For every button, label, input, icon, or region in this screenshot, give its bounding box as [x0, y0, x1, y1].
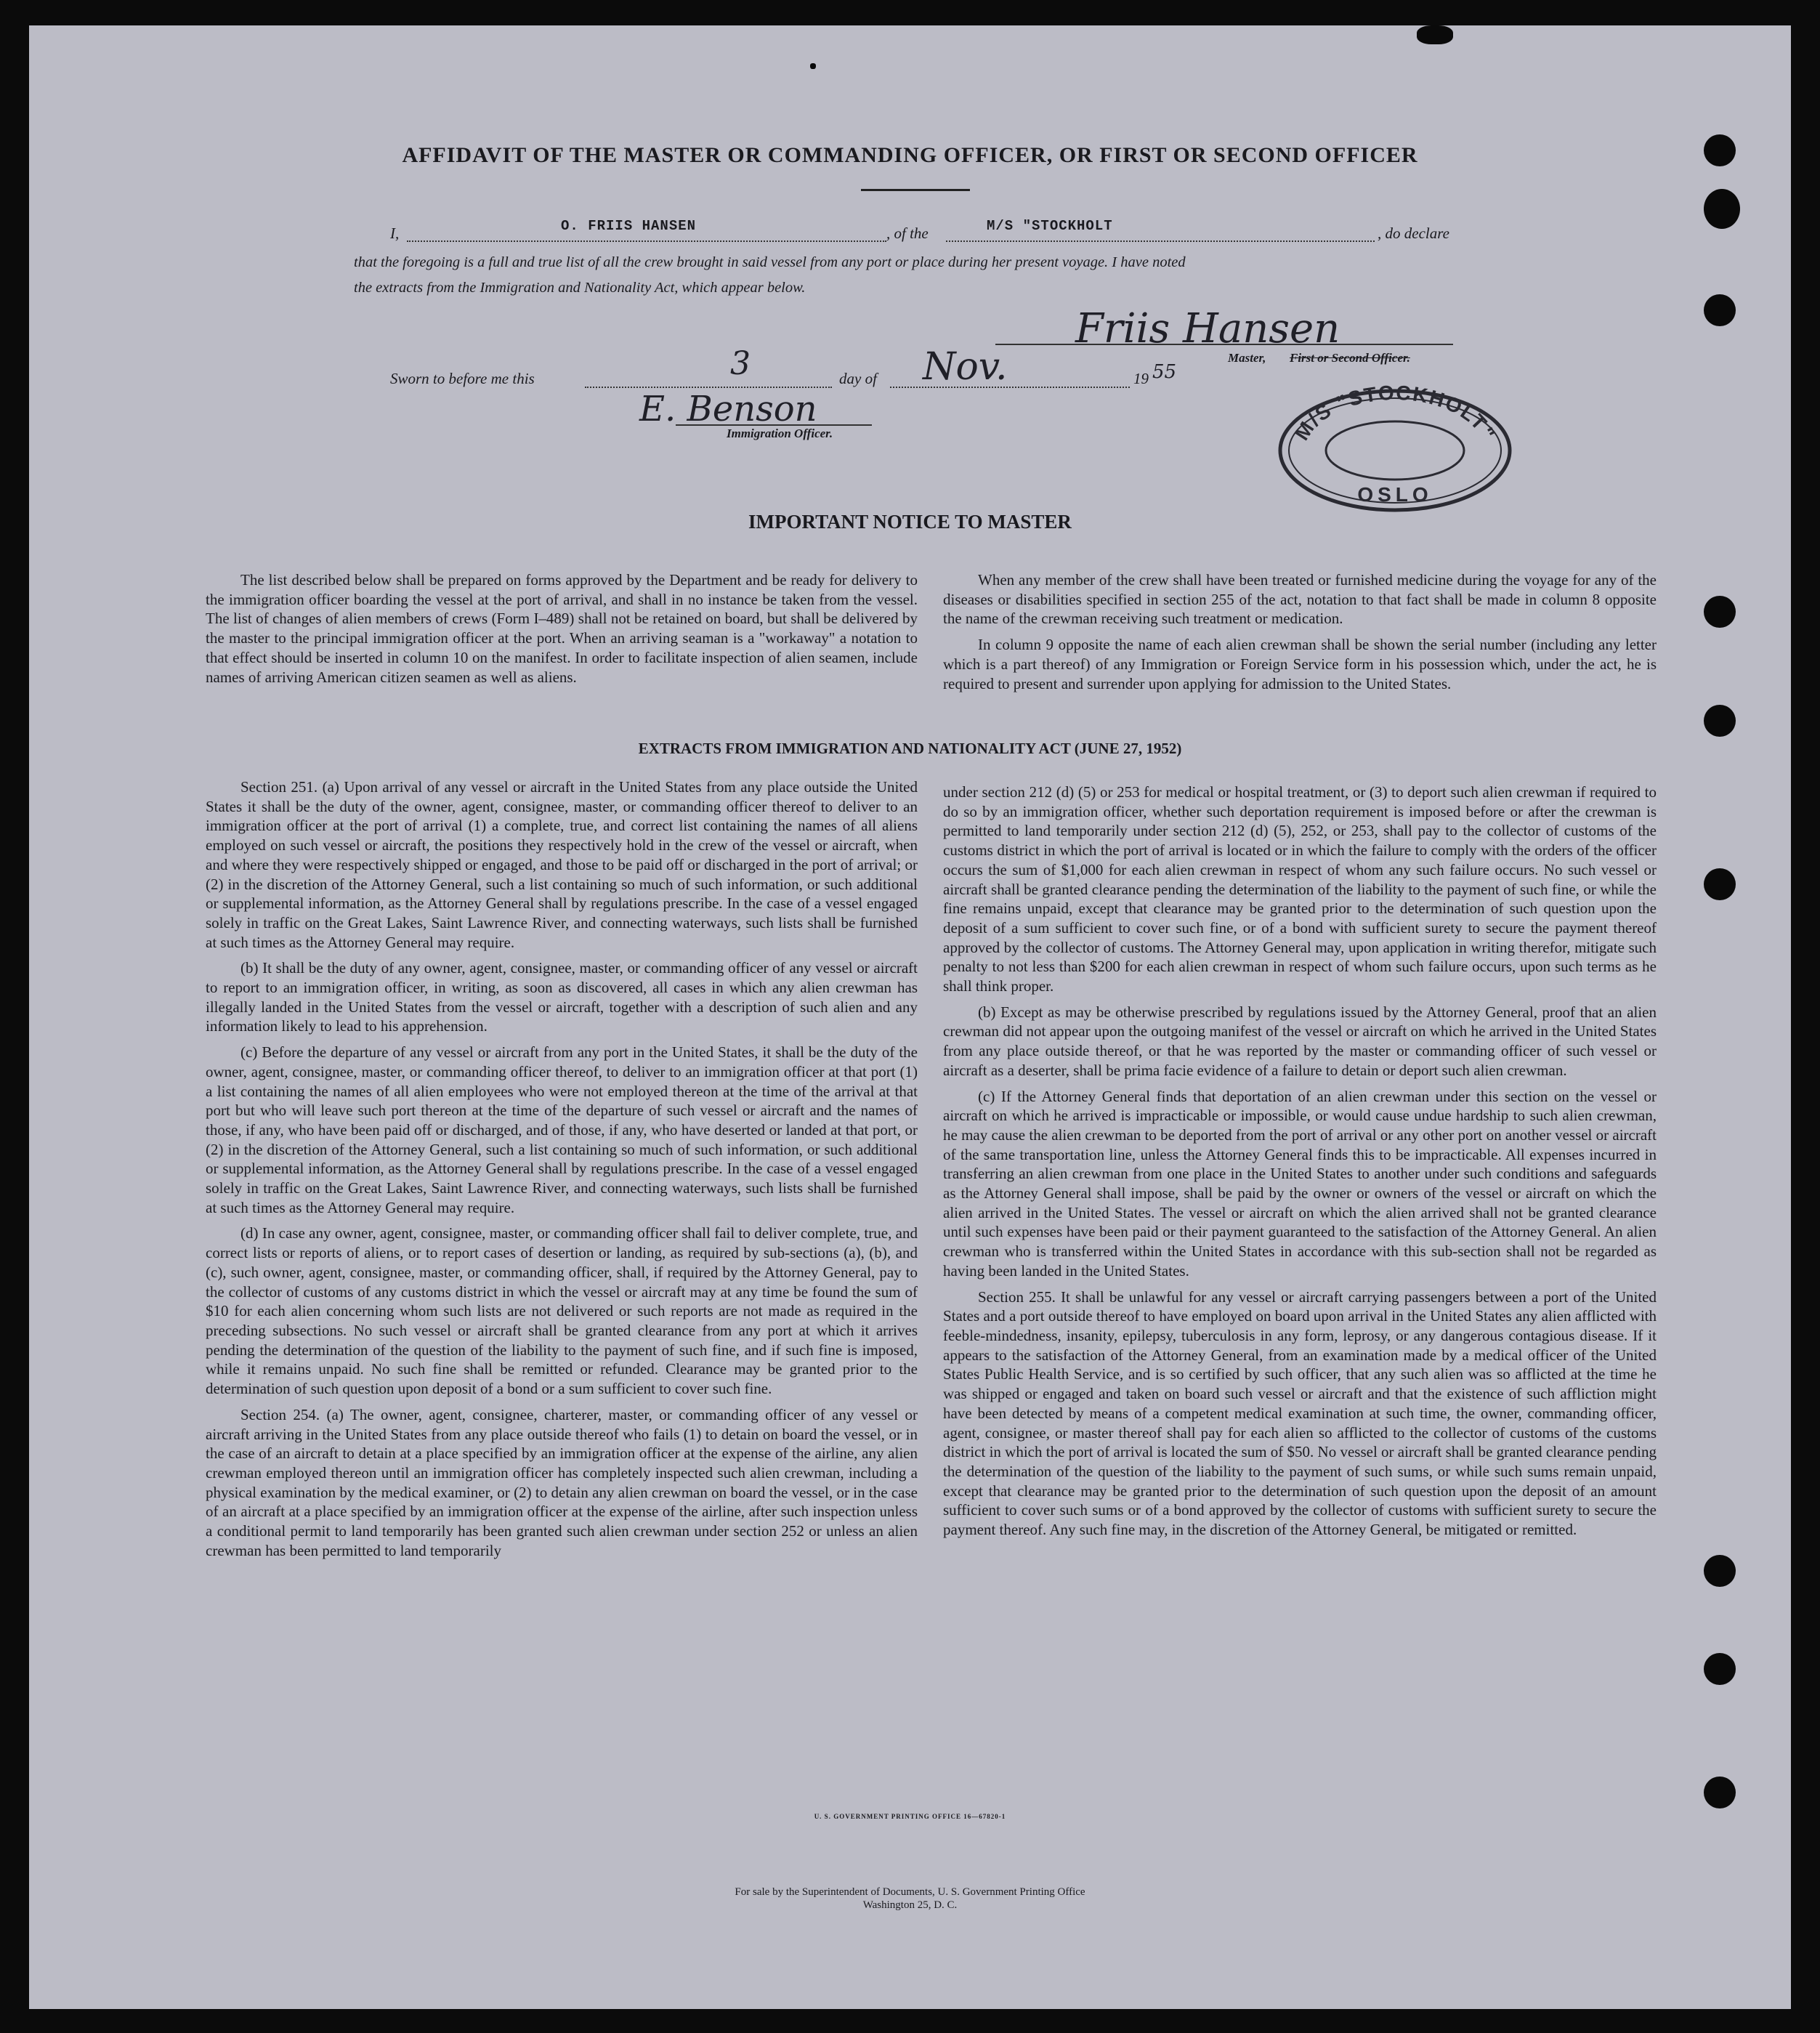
- day-of-label: day of: [839, 370, 877, 387]
- master-signature: Friis Hansen: [1075, 305, 1340, 352]
- of-the-label: , of the: [886, 225, 929, 242]
- name-blank: [407, 241, 886, 242]
- declaration-prefix: I,: [390, 225, 400, 242]
- do-declare-label: , do declare: [1378, 225, 1449, 242]
- punch-hole: [1704, 189, 1740, 229]
- ink-blot: [810, 63, 816, 69]
- section-paragraph: Section 251. (a) Upon arrival of any vessel or aircraft in the United States from any place outside the United States it shall be the duty of the owner, agent, consignee, master, or commanding officer thereof to deliver to an immigration officer at the port of arrival (1) a complete, true, and correct list containing the names of all aliens employed on such vessel or aircraft, the positions they respectively hold in the crew of the vessel or aircraft, when and where they were respectively shipped or engaged, and those to be paid off or discharged in the port of arrival; or (2) in the discretion of the Attorney General, such a list containing so much of such information, or such additional or supplemental information, as the Attorney General shall by regulations prescribe. In the case of a vessel engaged solely in traffic on the Great Lakes, Saint Lawrence River, and connecting waterways, such lists shall be furnished at such times as the Attorney General may require.: [206, 778, 918, 951]
- punch-hole: [1704, 1777, 1736, 1808]
- year-prefix: 19: [1133, 370, 1149, 387]
- punch-hole: [1704, 868, 1736, 900]
- section-paragraph: (d) In case any owner, agent, consignee, master, or commanding officer shall fail to deliver complete, true, and correct lists or reports of aliens, or to report cases of desertion or landing, as required by sub-sections (a), (b), and (c), such owner, agent, consignee, master, or commanding officer, shall, if required by the Attorney General, pay to the collector of customs of any customs district in which the vessel or aircraft may at any time be found the sum of $10 for each alien concerning whom such lists are not delivered or such reports are not made as required in the preceding subsections. No such vessel or aircraft shall be granted clearance from any port at which it arrives pending the determination of the question of the liability to the payment of such fine, and if such fine is imposed, while it remains unpaid. No such fine shall be remitted or refunded. Clearance may be granted prior to the determination of such question upon deposit of a bond or a sum sufficient to cover such fine.: [206, 1224, 918, 1398]
- vessel-blank: [946, 241, 1375, 242]
- notice-right-column: [943, 570, 1657, 700]
- year-value: 55: [1152, 361, 1177, 383]
- punch-hole: [1704, 596, 1736, 628]
- notice-heading: IMPORTANT NOTICE TO MASTER: [748, 511, 1072, 533]
- notice-paragraph: The list described below shall be prepared on forms approved by the Department and be ready for delivery to the immigration officer boarding the vessel at the port of arrival, and shall in no instance be taken from the vessel. The list of changes of alien members of crews (Form I–489) shall not be retained on board, but shall be delivered by the master to the principal immigration officer at the port. When an arriving seaman is a "workaway" a notation to that effect should be inserted in column 10 on the manifest. In order to facilitate inspection of alien seamen, include names of arriving American citizen seamen as well as aliens.: [206, 571, 918, 686]
- stamp-top-text: M/S "STOCKHOLT": [1290, 381, 1500, 445]
- ship-stamp: [1275, 381, 1515, 512]
- stamp-bottom-text: OSLO: [1357, 483, 1433, 506]
- title-divider: [861, 189, 970, 191]
- punch-hole: [1704, 1653, 1736, 1685]
- notice-paragraph: In column 9 opposite the name of each alien crewman shall be shown the serial number (including any letter which is a part thereof) of any Immigration or Foreign Service form in his possession which, under the act, he is required to present and surrender upon applying for admission to the United States.: [943, 636, 1657, 692]
- master-label: Master,: [1228, 351, 1266, 365]
- svg-text:M/S "STOCKHOLT": [1290, 381, 1500, 444]
- officer-label: Immigration Officer.: [727, 427, 833, 440]
- extracts-left-column: [206, 777, 918, 1567]
- gpo-line: U. S. GOVERNMENT PRINTING OFFICE 16—67820-1: [814, 1813, 1006, 1820]
- notice-left-column: [206, 570, 918, 693]
- punch-hole: [1704, 1555, 1736, 1587]
- section-paragraph: (b) It shall be the duty of any owner, agent, consignee, master, or commanding officer of any vessel or aircraft to report to an immigration officer, in writing, as soon as discovered, all cases in which any alien crewman has illegally landed in the United States from the vessel or aircraft, together with a description of such alien and any information likely to lead to his apprehension.: [206, 959, 918, 1035]
- declaration-line-2: that the foregoing is a full and true list of all the crew brought in said vessel from any port or place during her present voyage. I have noted: [354, 254, 1186, 270]
- notice-paragraph: When any member of the crew shall have been treated or furnished medicine during the voyage for any of the diseases or disabilities specified in section 255 of the act, notation to that fact shall be made in column 8 opposite the name of the crewman receiving such treatment or medication.: [943, 571, 1657, 628]
- month-value: Nov.: [923, 345, 1008, 389]
- master-name-value: O. FRIIS HANSEN: [561, 218, 697, 234]
- struck-officer-label: First or Second Officer.: [1290, 351, 1410, 365]
- master-signature-line: [995, 344, 1453, 345]
- ink-blot: [1417, 25, 1453, 44]
- section-paragraph: Section 254. (a) The owner, agent, consignee, charterer, master, or commanding officer of any vessel or aircraft arriving in the United States from any place outside thereof who fails (1) to detain on board the vessel, or in the case of an aircraft to detain at a place specified by an immigration officer at the expense of the airline, any alien crewman employed thereon until an immigration officer has completely inspected such alien crewman, including a physical examination by the medical examiner, or (2) to detain any alien crewman on board the vessel, or in the case of an aircraft at a place specified by an immigration officer at the expense of the airline, after such inspection unless a conditional permit to land temporarily has been granted such alien crewman under section 252 or unless an alien crewman has been permitted to land temporarily: [206, 1405, 918, 1559]
- punch-hole: [1704, 294, 1736, 326]
- declaration-line-3: the extracts from the Immigration and Nationality Act, which appear below.: [354, 280, 806, 296]
- sale-line-1: For sale by the Superintendent of Documents, U. S. Government Printing Office: [735, 1886, 1085, 1898]
- officer-signature: E. Benson: [639, 389, 817, 429]
- section-paragraph: (b) Except as may be otherwise prescribed by regulations issued by the Attorney General, proof that an alien crewman did not appear upon the outgoing manifest of the vessel or aircraft on which he arrived in the United States from any place outside thereof, or that he was reported by the master or commanding officer of such vessel or aircraft as a deserter, shall be prima facie evidence of a failure to detain or deport such alien crewman.: [943, 1003, 1657, 1079]
- extracts-heading: EXTRACTS FROM IMMIGRATION AND NATIONALITY ACT (JUNE 27, 1952): [638, 740, 1182, 757]
- section-paragraph: (c) Before the departure of any vessel or aircraft from any port in the United States, it shall be the duty of the owner, agent, consignee, master, or commanding officer thereof, to deliver to an immigration officer at that port (1) a list containing the names of all alien employees who were not employed thereon at the time of the arrival at that port but who will leave such port thereon at the time of the departure of such vessel or aircraft and the names of those, if any, who have been paid off or discharged, and of those, if any, who have deserted or landed at that port, or (2) in the discretion of the Attorney General, such a list containing so much of such information, or such additional or supplemental information, as the Attorney General shall by regulations prescribe. In the case of a vessel engaged solely in traffic on the Great Lakes, Saint Lawrence River, and connecting waterways, such lists shall be furnished at such times as the Attorney General may require.: [206, 1043, 918, 1216]
- day-value: 3: [730, 345, 751, 382]
- punch-hole: [1704, 705, 1736, 737]
- sale-line-2: Washington 25, D. C.: [862, 1899, 958, 1911]
- section-paragraph: Section 255. It shall be unlawful for any vessel or aircraft carrying passengers between a port of the United States and a port outside thereof to have employed on board upon arrival in the United States any alien afflicted with feeble-mindedness, insanity, epilepsy, tuberculosis in any form, leprosy, or any dangerous contagious disease. If it appears to the satisfaction of the Attorney General, from an examination made by a medical officer of the United States Public Health Service, and is so certified by such officer, that any such alien was so afflicted at the time he was shipped or engaged and taken on board such vessel or aircraft and that the existence of such affliction might have been detected by means of a competent medical examination at such time, the owner, commanding officer, agent, consignee, or master thereof shall pay for each alien so afflicted to the collector of customs of the customs district in which the port of arrival is located the sum of $50. No vessel or aircraft shall be granted clearance pending the determination of the question of the liability to the payment of such sums, or while such sums remain unpaid, except that clearance may be granted prior to the determination of such question upon the deposit of an amount sufficient to cover such sums or of a bond approved by the collector of customs with sufficient surety to secure the payment thereof. Any such fine may, in the discretion of the Attorney General, be mitigated or remitted.: [943, 1288, 1657, 1539]
- section-paragraph: (c) If the Attorney General finds that deportation of an alien crewman under this section on the vessel or aircraft on which he arrived is impracticable or impossible, or would cause undue hardship to such alien crewman, he may cause the alien crewman to be deported from the port of arrival or any other port on another vessel or aircraft of the same transportation line, unless the Attorney General finds this to be impracticable. All expenses incurred in transferring an alien crewman from one place in the United States to another under such conditions and safeguards as the Attorney General shall impose, shall be paid by the owner or owners of the vessel or aircraft on which the alien arrived in the United States. The vessel or aircraft on which the alien arrived shall not be granted clearance until such expenses have been paid or their payment guaranteed to the satisfaction of the Attorney General. An alien crewman who is transferred within the United States in accordance with this sub-section shall not be regarded as having been landed in the United States.: [943, 1087, 1657, 1280]
- sworn-label: Sworn to before me this: [390, 370, 535, 387]
- extracts-right-column: [943, 783, 1657, 1546]
- officer-signature-line: [676, 424, 872, 426]
- section-paragraph: under section 212 (d) (5) or 253 for medical or hospital treatment, or (3) to deport such alien crewman if required to do so by an immigration officer, whether such deportation requirement is imposed before or after the crewman is permitted to land temporarily under section 212 (d) (5), 252, or 253, shall pay to the collector of customs of the customs district in which the port of arrival is located or in which the failure to comply with the orders of the officer occurs the sum of $1,000 for each alien crewman in respect of whom any such failure occurs. No such vessel or aircraft shall be granted clearance pending the determination of the liability to the payment of such fine, or while the fine remains unpaid, except that clearance may be granted prior to the determination of such question upon the deposit of a sum sufficient to cover such fine, or of a bond with sufficient surety to secure the payment thereof approved by the collector of customs. The Attorney General may, upon application in writing therefor, mitigate such penalty to not less than $200 for each alien crewman in respect of whom such failure occurs, upon such terms as he shall think proper.: [943, 783, 1657, 995]
- page-title: AFFIDAVIT OF THE MASTER OR COMMANDING OFFICER, OR FIRST OR SECOND OFFICER: [402, 143, 1418, 167]
- day-blank: [585, 387, 832, 388]
- vessel-name-value: M/S "STOCKHOLT: [987, 218, 1113, 234]
- affidavit-page: [29, 25, 1791, 2009]
